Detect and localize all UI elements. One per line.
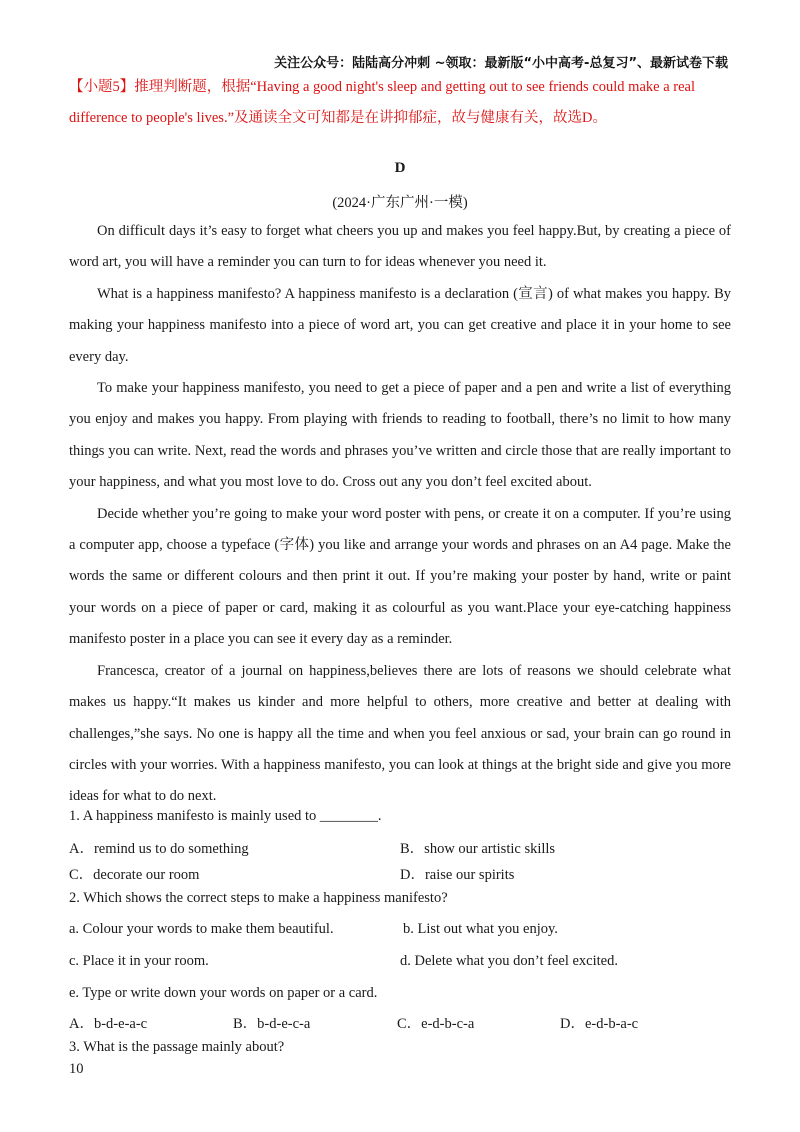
paragraph: To make your happiness manifesto, you need to get a piece of paper and a pen and write a list of everything you enjoy and makes you happy. From playing with friends to reading to football, there’s no limit to how many things you can write. Next, read the words and phrases you’ve written and circle those that are really important to your happiness, and what you most love to do. Cross out any you don’t feel excited about.: [69, 380, 731, 491]
question-3-stem: 3. What is the passage mainly about?: [69, 1039, 285, 1055]
question-2-stem: 2. Which shows the correct steps to make a happiness manifesto?: [69, 890, 448, 906]
question-2-option-b: B．b-d-e-c-a: [233, 1016, 311, 1032]
question-1-option-d: D．raise our spirits: [400, 867, 515, 883]
question-1-option-a: A．remind us to do something: [69, 841, 249, 857]
question-2-option-c: C．e-d-b-c-a: [397, 1016, 475, 1032]
header-note: 关注公众号：陆陆高分冲刺 ~领取：最新版“小中高考-总复习”、最新试卷下载: [274, 56, 728, 71]
question-1-option-b: B．show our artistic skills: [400, 841, 556, 857]
paragraph: Francesca, creator of a journal on happiness,believes there are lots of reasons we should celebrate what makes us happy.“It makes us kinder and more helpful to others, more creative and better at dealing with challenges,”she says. No one is happy all the time and when you feel anxious or sad, your brain can go round in circles with your worries. With a happiness manifesto, you can look at things at the bright side and give you more ideas for what to do next.: [69, 662, 731, 805]
page-number: 10: [69, 1061, 84, 1077]
question-1-stem: 1. A happiness manifesto is mainly used to ________.: [69, 808, 382, 824]
passage-body: [69, 216, 731, 813]
passage-source: (2024·广东广州·一模): [332, 195, 468, 211]
question-2-option-d: D．e-d-b-a-c: [560, 1016, 639, 1032]
question-1-option-c: C．decorate our room: [69, 867, 200, 883]
paragraph: Decide whether you’re going to make your word poster with pens, or create it on a computer. If you’re using a computer app, choose a typeface (字体) you like and arrange your words and phrases on an A4 page. Make the words the same or different colours and then print it out. If you’re making your poster by hand, write or paint your words on a piece of paper or card, making it as colourful as you want.Place your eye-catching happiness manifesto poster in a place you can see it every day as a reminder.: [69, 505, 731, 648]
questions: [69, 808, 731, 1055]
section-letter: D: [394, 160, 406, 176]
question-2-step-d: d. Delete what you don’t feel excited.: [400, 953, 618, 969]
question-2-step-a: a. Colour your words to make them beautiful.: [69, 921, 334, 937]
paragraph: What is a happiness manifesto? A happiness manifesto is a declaration (宣言) of what makes you happy. By making your happiness manifesto into a piece of word art, you can get creative and place it in your home to see every day.: [69, 285, 731, 365]
question-2-option-a: A．b-d-e-a-c: [69, 1016, 148, 1032]
question-2-step-e: e. Type or write down your words on paper or a card.: [69, 985, 378, 1001]
question-2-step-b: b. List out what you enjoy.: [403, 921, 558, 937]
answer-explanation: 【小题5】推理判断题，根据“Having a good night's sleep and getting out to see friends could make a real difference to people's lives.”及通读全文可知都是在讲抑郁症，故与健康有关，故选D。: [69, 79, 695, 126]
question-2-step-c: c. Place it in your room.: [69, 953, 209, 969]
paragraph: On difficult days it’s easy to forget what cheers you up and makes you feel happy.But, by creating a piece of word art, you will have a reminder you can turn to for ideas whenever you need it.: [69, 223, 731, 271]
